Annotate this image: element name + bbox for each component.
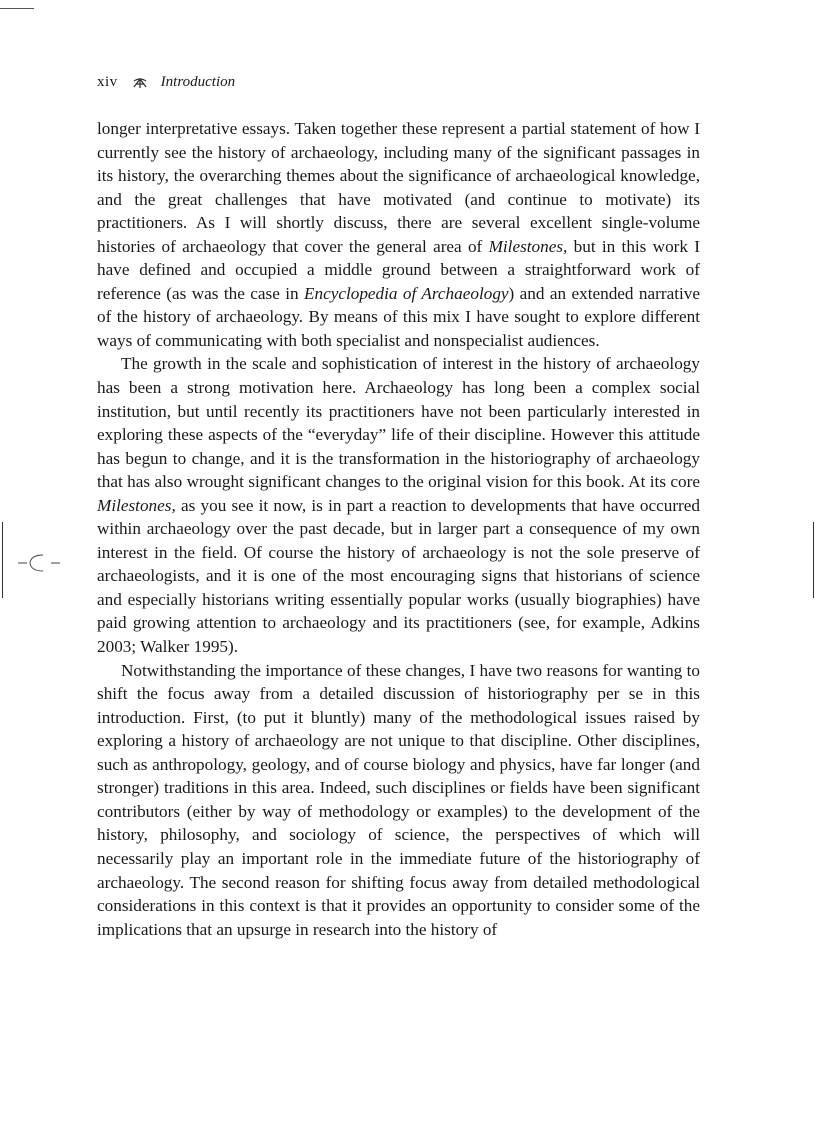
text-run: as you see it now, is in part a reaction to developments that have occurred within archaeology over the past decade, but in larger part a consequence of my own interest in the field. Of course the history of archaeology is not the sole preserve of archaeologists, and it is one of the most encouraging signs that historians of science and especially historians writing essentially popular works (usually biographies) have paid growing attention to archaeology and its practitioners (see, for example, Adkins 2003; Walker 1995). (97, 495, 700, 657)
registration-mark-icon (18, 552, 60, 574)
margin-rule-left (2, 522, 3, 598)
margin-rule-right (813, 522, 814, 598)
text-run: ) and an extended narrative of the history of archaeology. By means of this mix I have sought to explore different ways of communicating with both specialist and nonspecialist audiences. (97, 283, 700, 350)
text-run: longer interpretative essays. Taken together these represent a partial statement of how I currently see the history of archaeology, including many of the significant passages in its history, the overarching themes about the significance of archaeological knowledge, and the great challenges that have motivated (and continue to motivate) its practitioners. As I will shortly discuss, there are several excellent single-volume histories of archaeology that cover the general area of (97, 119, 700, 256)
paragraph (97, 117, 700, 352)
text-run: The growth in the scale and sophistication of interest in the history of archaeology has been a strong motivation here. Archaeology has long been a complex social institution, but until recently its practitioners have not been particularly interested in exploring these aspects of the “everyday” life of their discipline. However this attitude has begun to change, and it is the transformation in the historiography of archaeology that has also wrought significant changes to the original vision for this book. At its core (97, 354, 700, 492)
text-run: but in this work I have defined and occupied a middle ground between a straightforward work of reference (as was the case in (97, 236, 700, 303)
italic-text: Encyclopedia of Archaeology (303, 283, 509, 303)
italic-text: Milestones, (488, 236, 568, 256)
body-text (97, 117, 700, 941)
fleuron-icon (133, 77, 147, 89)
italic-text: Milestones, (97, 495, 176, 515)
running-head (97, 74, 235, 91)
paragraph (97, 659, 700, 942)
page-number: xiv (97, 74, 118, 90)
text-run: Notwithstanding the importance of these changes, I have two reasons for wanting to shift the focus away from a detailed discussion of historiography per se in this introduction. First, (to put it bluntly) many of the methodological issues raised by exploring a history of archaeology are not unique to that discipline. Other disciplines, such as anthropology, geology, and of course biology and physics, have far longer (and stronger) traditions in this area. Indeed, such disciplines or fields have been significant contributors (either by way of methodology or examples) to the development of the history, philosophy, and sociology of science, the perspectives of which will necessarily play an important role in the immediate future of the historiography of archaeology. The second reason for shifting focus away from detailed methodological considerations in this context is that it provides an opportunity to consider some of the implications that an upsurge in research into the history of (97, 660, 700, 939)
crop-mark-top-left (0, 0, 34, 9)
running-head-title: Introduction (160, 74, 236, 90)
paragraph (97, 352, 700, 658)
